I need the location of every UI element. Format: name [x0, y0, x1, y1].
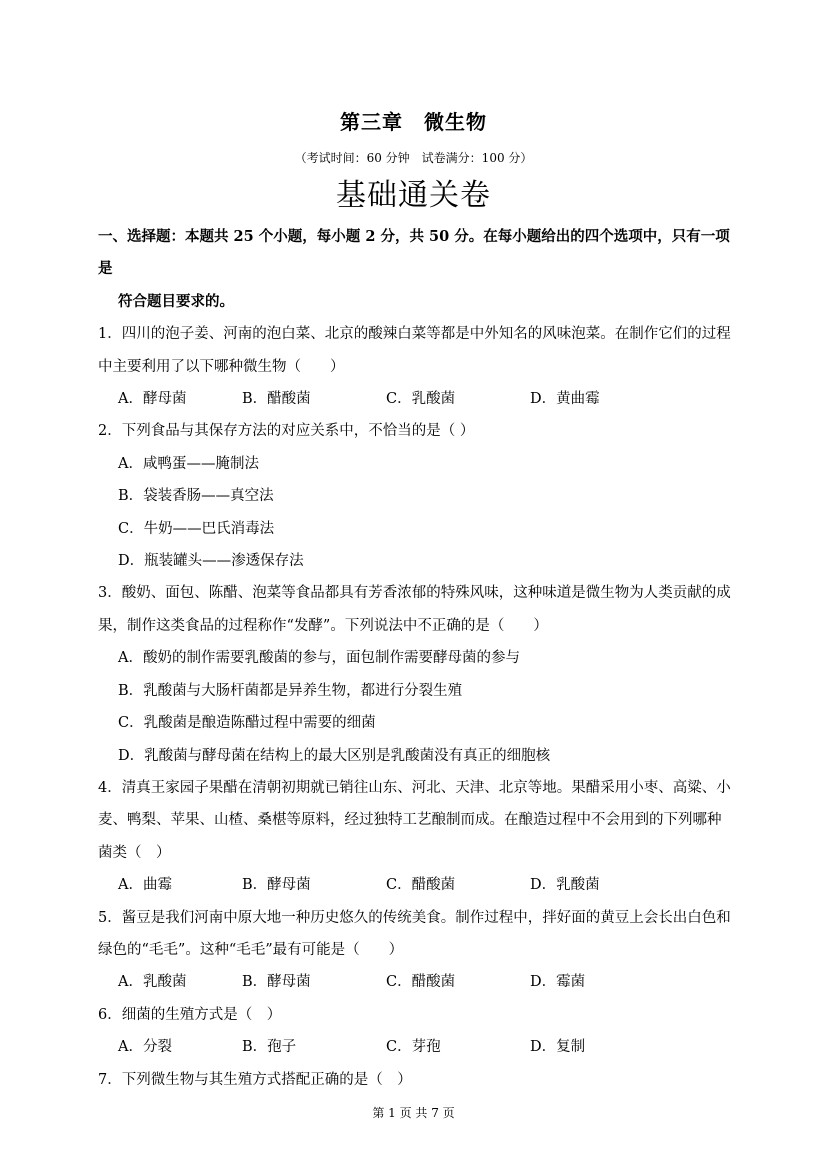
- option-c: C．醋酸菌: [386, 877, 456, 894]
- option-b: B．袋装香肠——真空法: [118, 488, 274, 505]
- section-heading-line: 符合题目要求的。: [118, 292, 234, 310]
- section-heading-line: 一、选择题：本题共 25 个小题，每小题 2 分，共 50 分。在每小题给出的四个选项中，只有一项是: [98, 228, 730, 278]
- question-4: [98, 772, 738, 902]
- option-a: A．分裂: [118, 1039, 172, 1056]
- question-text: 菌类（ ）: [98, 844, 171, 861]
- options-row: [98, 383, 738, 415]
- options-row: [98, 966, 738, 998]
- question-text: 麦、鸭梨、苹果、山楂、桑椹等原料，经过独特工艺酿制而成。在酿造过程中不会用到的下列哪种: [98, 812, 722, 829]
- option-b: B．醋酸菌: [242, 391, 311, 408]
- question-text: 4．清真王家园子果醋在清朝初期就已销往山东、河北、天津、北京等地。果醋采用小枣、高粱、小: [98, 779, 731, 796]
- option-a: A．酵母菌: [118, 391, 187, 408]
- option-d: D．瓶装罐头——渗透保存法: [118, 553, 304, 570]
- option-b: B．乳酸菌与大肠杆菌都是异养生物，都进行分裂生殖: [118, 682, 463, 699]
- question-1: [98, 318, 738, 415]
- question-3: [98, 577, 738, 771]
- chapter-title: 第三章 微生物: [340, 110, 487, 134]
- question-text: 3．酸奶、面包、陈醋、泡菜等食品都具有芳香浓郁的特殊风味，这种味道是微生物为人类贡献的成: [98, 585, 731, 602]
- option-b: B．孢子: [242, 1039, 297, 1056]
- option-a: A．酸奶的制作需要乳酸菌的参与，面包制作需要酵母菌的参与: [118, 650, 520, 667]
- question-content: [98, 221, 738, 1096]
- question-text: 中主要利用了以下哪种微生物（ ）: [98, 358, 345, 375]
- option-c: C．芽孢: [386, 1039, 441, 1056]
- option-b: B．酵母菌: [242, 877, 311, 894]
- question-text: 1．四川的泡子姜、河南的泡白菜、北京的酸辣白菜等都是中外知名的风味泡菜。在制作它们的过程: [98, 326, 731, 343]
- option-c: C．乳酸菌: [386, 391, 456, 408]
- option-c: C．乳酸菌是酿造陈醋过程中需要的细菌: [118, 715, 376, 732]
- question-5: [98, 902, 738, 999]
- option-d: D．黄曲霉: [530, 391, 600, 408]
- exam-info: （考试时间：60 分钟 试卷满分：100 分）: [294, 151, 533, 165]
- option-d: D．乳酸菌: [530, 877, 600, 894]
- question-text: 7．下列微生物与其生殖方式搭配正确的是（ ）: [98, 1071, 412, 1088]
- question-text: 6．细菌的生殖方式是（ ）: [98, 1006, 282, 1023]
- question-text: 绿色的“毛毛”。这种“毛毛”最有可能是（ ）: [98, 941, 404, 958]
- section-heading: [98, 221, 738, 318]
- question-text: 5．酱豆是我们河南中原大地一种历史悠久的传统美食。制作过程中，拌好面的黄豆上会长出白色和: [98, 909, 731, 926]
- option-a: A．曲霉: [118, 877, 172, 894]
- paper-title: 基础通关卷: [336, 178, 491, 213]
- options-row: [98, 869, 738, 901]
- option-d: D．霉菌: [530, 974, 586, 991]
- options-row: [98, 1031, 738, 1063]
- option-d: D．乳酸菌与酵母菌在结构上的最大区别是乳酸菌没有真正的细胞核: [118, 747, 551, 764]
- option-a: A．乳酸菌: [118, 974, 187, 991]
- page-footer: 第 1 页 共 7 页: [372, 1106, 455, 1120]
- option-b: B．酵母菌: [242, 974, 311, 991]
- question-2: [98, 415, 738, 577]
- option-c: C．牛奶——巴氏消毒法: [118, 520, 275, 537]
- question-text: 果，制作这类食品的过程称作“发酵”。下列说法中不正确的是（ ）: [98, 617, 548, 634]
- option-c: C．醋酸菌: [386, 974, 456, 991]
- question-6: [98, 999, 738, 1064]
- option-d: D．复制: [530, 1039, 586, 1056]
- question-7: [98, 1064, 738, 1096]
- question-text: 2．下列食品与其保存方法的对应关系中，不恰当的是（ ）: [98, 423, 475, 440]
- option-a: A．咸鸭蛋——腌制法: [118, 455, 259, 472]
